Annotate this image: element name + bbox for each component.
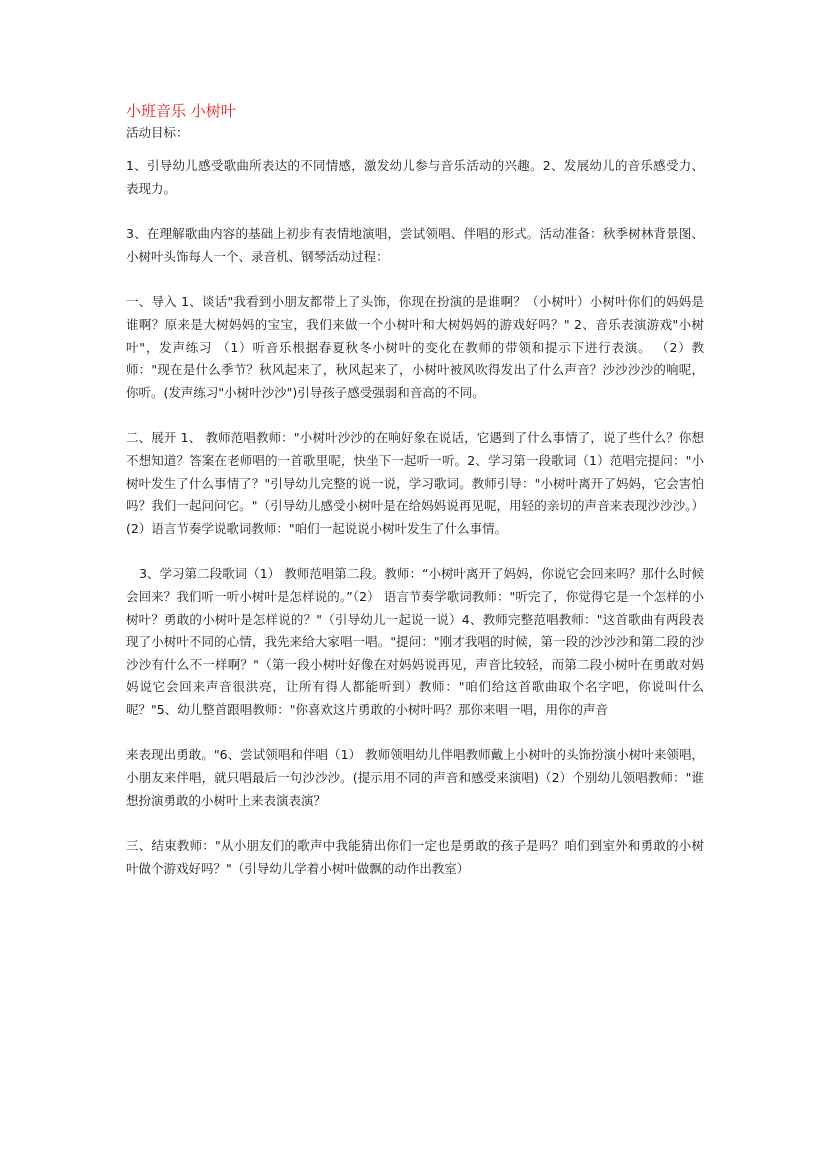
paragraph-conclusion: 三、结束教师："从小朋友们的歌声中我能猜出你们一定也是勇敢的孩子是吗？咱们到室外和勇敢的小树叶做个游戏好吗？"（引导幼儿学着小树叶做飘的动作出教室） <box>126 838 704 876</box>
paragraph-goals: 1、引导幼儿感受歌曲所表达的不同情感，激发幼儿参与音乐活动的兴趣。2、发展幼儿的音乐感受力、表现力。 <box>126 158 704 196</box>
paragraph-lead-singing: 来表现出勇敢。"6、尝试领唱和伴唱（1） 教师领唱幼儿伴唱教师戴上小树叶的头饰扮演小树叶来领唱，小朋友来伴唱，就只唱最后一句沙沙沙。(提示用不同的声音和感受来演唱)（2）个别幼儿领唱教师："谁想扮演勇敢的小树叶上来表演表演？ <box>126 747 704 808</box>
paragraph-second-verse: 3、学习第二段歌词（1） 教师范唱第二段。教师：“小树叶离开了妈妈，你说它会回来吗？那什么时候会回来？我们听一听小树叶是怎样说的。”（2） 语言节奏学歌词教师："听完了，你觉得它是一个怎样的小树叶？勇敢的小树叶是怎样说的？"（引导幼儿一起说一说）4、教师完整范唱教师："这首歌曲有两段表现了小树叶不同的心情，我先来给大家唱一唱。"提问："刚才我唱的时候，第一段的沙沙沙和第二段的沙沙沙有什么不一样啊？"（第一段小树叶好像在对妈妈说再见，声音比较轻，而第二段小树叶在勇敢对妈妈说它会回来声音很洪亮，让所有得人都能听到）教师："咱们给这首歌曲取个名字吧，你说叫什么呢？"5、幼儿整首跟唱教师："你喜欢这片勇敢的小树叶吗？那你来唱一唱，用你的声音 <box>126 566 704 717</box>
paragraph-preparation: 3、在理解歌曲内容的基础上初步有表情地演唱，尝试领唱、伴唱的形式。活动准备：秋季树林背景图、小树叶头饰每人一个、录音机、钢琴活动过程： <box>126 226 704 264</box>
section-heading-goals: 活动目标： <box>126 125 189 140</box>
paragraph-introduction: 一、导入 1、谈话"我看到小朋友都带上了头饰，你现在扮演的是谁啊？（小树叶）小树叶你们的妈妈是谁啊？原来是大树妈妈的宝宝，我们来做一个小树叶和大树妈妈的游戏好吗？" 2、音乐表演游戏"小树叶"，发声练习 （1）听音乐根据春夏秋冬小树叶的变化在教师的带领和提示下进行表演。 （2）教师："现在是什么季节？秋风起来了，秋风起来了，小树叶被风吹得发出了什么声音？沙沙沙沙的响呢，你听。(发声练习"小树叶沙沙")引导孩子感受强弱和音高的不同。 <box>126 294 704 400</box>
document-page <box>126 100 704 903</box>
document-title: 小班音乐 小树叶 <box>126 102 236 120</box>
paragraph-development: 二、展开 1、 教师范唱教师："小树叶沙沙的在响好象在说话，它遇到了什么事情了，说了些什么？你想不想知道？答案在老师唱的一首歌里呢，快坐下一起听一听。2、学习第一段歌词（1）范唱完提问："小树叶发生了什么事情了？"引导幼儿完整的说一说，学习歌词。教师引导："小树叶离开了妈妈，它会害怕吗？我们一起问问它。"（引导幼儿感受小树叶是在给妈妈说再见呢，用轻的亲切的声音来表现沙沙沙。）(2）语言节奏学说歌词教师："咱们一起说说小树叶发生了什么事情。 <box>126 430 704 536</box>
